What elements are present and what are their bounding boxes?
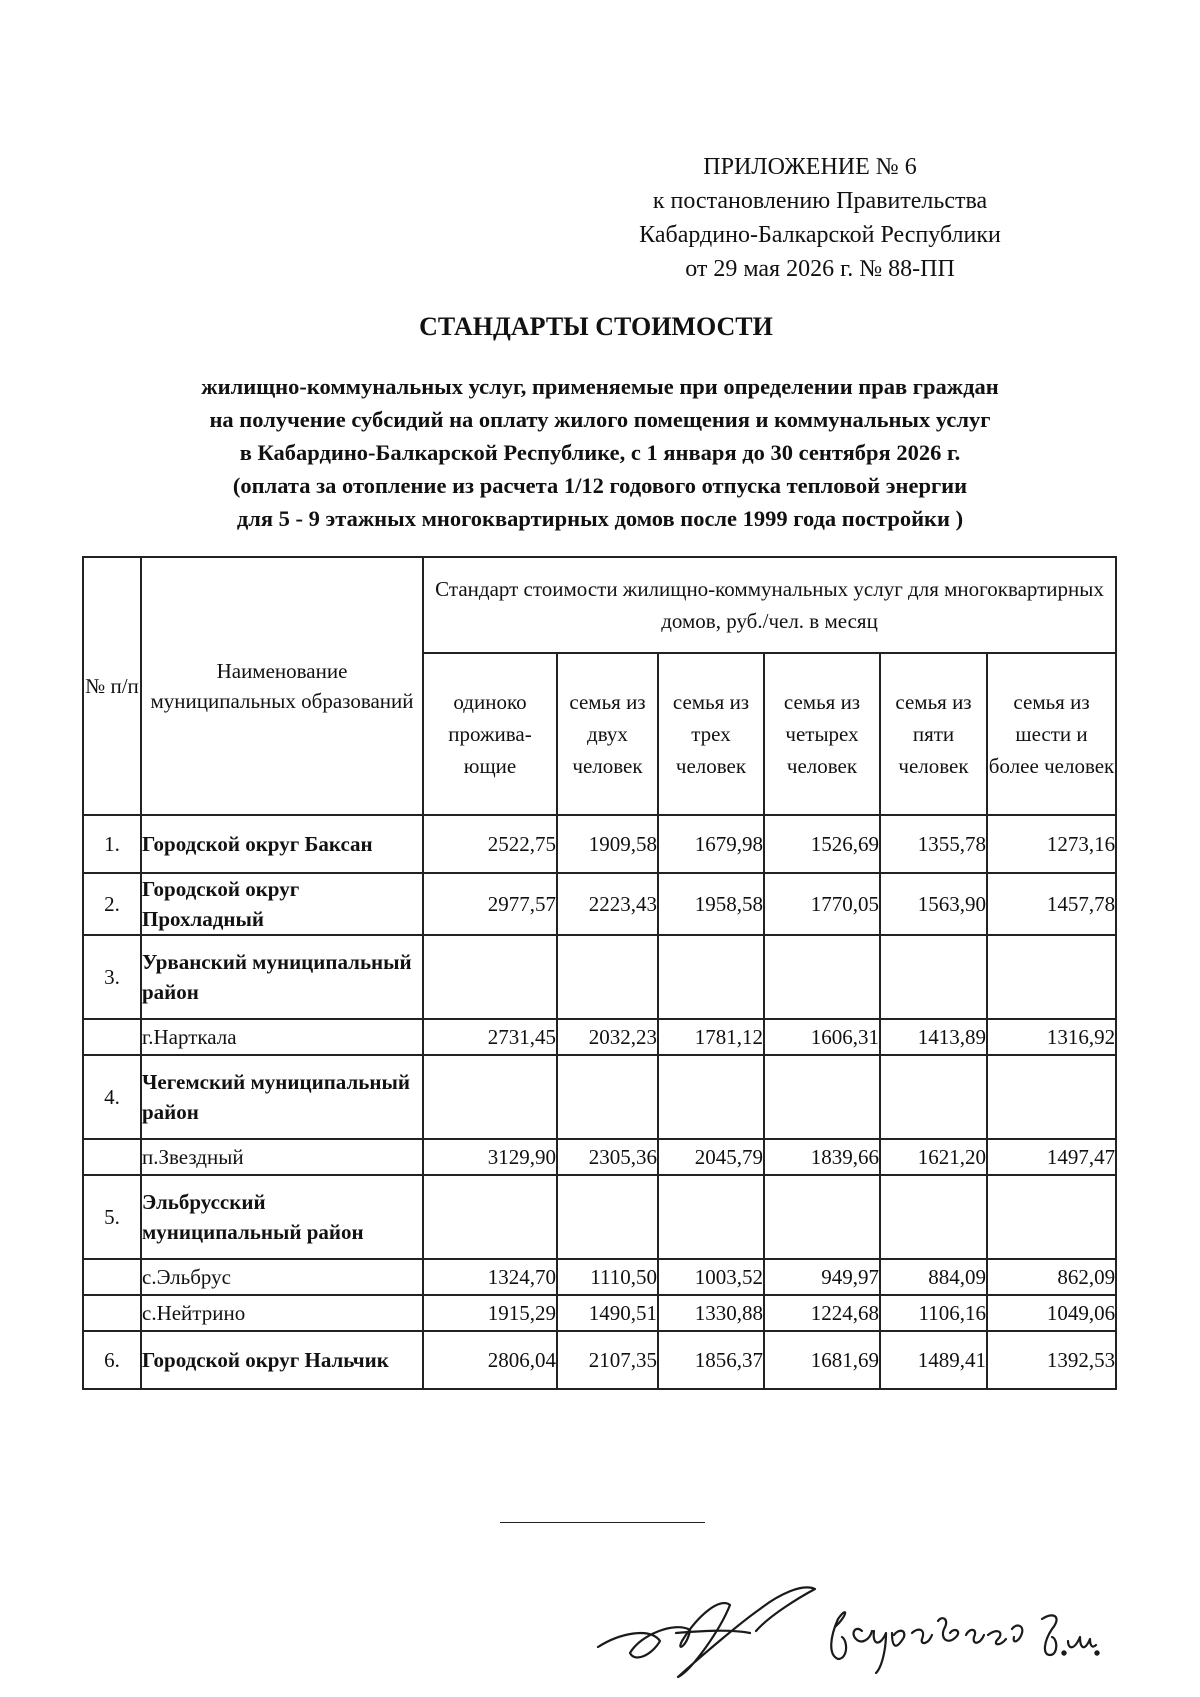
subtitle-line: (оплата за отопление из расчета 1/12 годового отпуска тепловой энергии	[232, 473, 968, 498]
table-row	[83, 1295, 1116, 1331]
row-value-col-1: 3129,90	[423, 1139, 557, 1175]
row-number: 3.	[83, 935, 141, 1019]
row-value-col-6	[987, 935, 1116, 1019]
row-value-col-6: 1273,16	[987, 815, 1116, 873]
row-value-col-4: 1681,69	[764, 1331, 880, 1389]
row-number: 6.	[83, 1331, 141, 1389]
row-number: 1.	[83, 815, 141, 873]
row-number	[83, 1295, 141, 1331]
header-col-two: семья из двух человек	[557, 653, 658, 815]
row-municipality: Городской округ Прохладный	[141, 873, 423, 935]
row-value-col-4	[764, 1055, 880, 1139]
row-value-col-4	[764, 1175, 880, 1259]
row-municipality: с.Эльбрус	[141, 1259, 423, 1295]
appendix-heading: ПРИЛОЖЕНИЕ № 6	[703, 154, 917, 180]
row-municipality: Городской округ Баксан	[141, 815, 423, 873]
row-value-col-1: 2731,45	[423, 1019, 557, 1055]
row-value-col-6: 862,09	[987, 1259, 1116, 1295]
row-value-col-1: 2977,57	[423, 873, 557, 935]
subtitle-line: в Кабардино-Балкарской Республике, с 1 января до 30 сентября 2026 г.	[239, 440, 961, 465]
row-number	[83, 1259, 141, 1295]
table-row	[83, 815, 1116, 873]
row-value-col-3: 1330,88	[658, 1295, 764, 1331]
appendix-line-1: к постановлению Правительства	[652, 188, 988, 214]
appendix-line-2: Кабардино-Балкарской Республики	[639, 222, 1001, 248]
row-value-col-2: 2305,36	[557, 1139, 658, 1175]
header-number: № п/п	[83, 557, 141, 815]
row-value-col-3: 2045,79	[658, 1139, 764, 1175]
header-cost-standard: Стандарт стоимости жилищно-коммунальных услуг для многоквартирных домов, руб./чел. в месяц	[423, 557, 1116, 653]
row-value-col-6: 1049,06	[987, 1295, 1116, 1331]
row-value-col-1: 1915,29	[423, 1295, 557, 1331]
cost-standards-table	[82, 556, 1117, 1390]
table-row	[83, 1331, 1116, 1389]
row-value-col-3: 1003,52	[658, 1259, 764, 1295]
row-value-col-6: 1392,53	[987, 1331, 1116, 1389]
document-subtitle	[120, 370, 1080, 535]
row-number: 2.	[83, 873, 141, 935]
row-value-col-2: 1909,58	[557, 815, 658, 873]
row-value-col-6	[987, 1055, 1116, 1139]
row-value-col-2	[557, 1175, 658, 1259]
row-value-col-3	[658, 1175, 764, 1259]
table-header-row	[83, 557, 1116, 653]
subtitle-line: для 5 - 9 этажных многоквартирных домов после 1999 года постройки )	[236, 506, 964, 531]
table-row	[83, 1139, 1116, 1175]
row-value-col-2: 2223,43	[557, 873, 658, 935]
row-value-col-5	[880, 1055, 987, 1139]
row-value-col-1: 2806,04	[423, 1331, 557, 1389]
row-value-col-2	[557, 1055, 658, 1139]
row-value-col-6: 1497,47	[987, 1139, 1116, 1175]
row-value-col-1	[423, 935, 557, 1019]
header-col-five: семья из пяти человек	[880, 653, 987, 815]
subtitle-line: на получение субсидий на оплату жилого помещения и коммунальных услуг	[209, 407, 991, 432]
row-value-col-3: 1781,12	[658, 1019, 764, 1055]
row-value-col-4: 949,97	[764, 1259, 880, 1295]
appendix-line-3: от 29 мая 2026 г. № 88-ПП	[685, 256, 955, 282]
row-value-col-1	[423, 1055, 557, 1139]
row-number: 5.	[83, 1175, 141, 1259]
row-value-col-5: 1106,16	[880, 1295, 987, 1331]
row-number	[83, 1019, 141, 1055]
row-value-col-5: 1621,20	[880, 1139, 987, 1175]
row-value-col-6: 1457,78	[987, 873, 1116, 935]
header-col-single: одиноко прожива-ющие	[423, 653, 557, 815]
handwritten-signature	[580, 1575, 1100, 1685]
header-municipality: Наименование муниципальных образований	[141, 557, 423, 815]
appendix-header	[590, 150, 1050, 286]
row-value-col-1: 2522,75	[423, 815, 557, 873]
row-value-col-5: 884,09	[880, 1259, 987, 1295]
row-municipality: с.Нейтрино	[141, 1295, 423, 1331]
row-municipality: Городской округ Нальчик	[141, 1331, 423, 1389]
table-row	[83, 1055, 1116, 1139]
header-col-three: семья из трех человек	[658, 653, 764, 815]
table-row	[83, 1175, 1116, 1259]
row-municipality: Чегемский муниципальный район	[141, 1055, 423, 1139]
header-col-six: семья из шести и более человек	[987, 653, 1116, 815]
row-value-col-3: 1856,37	[658, 1331, 764, 1389]
row-value-col-6: 1316,92	[987, 1019, 1116, 1055]
table-row	[83, 873, 1116, 935]
row-municipality: Эльбрусский муниципальный район	[141, 1175, 423, 1259]
document-title: СТАНДАРТЫ СТОИМОСТИ	[419, 312, 773, 341]
row-number	[83, 1139, 141, 1175]
row-value-col-3	[658, 935, 764, 1019]
row-value-col-4: 1839,66	[764, 1139, 880, 1175]
row-value-col-2: 2107,35	[557, 1331, 658, 1389]
signature-divider	[500, 1522, 705, 1523]
row-value-col-4	[764, 935, 880, 1019]
row-value-col-5	[880, 935, 987, 1019]
table-row	[83, 1259, 1116, 1295]
row-value-col-5: 1489,41	[880, 1331, 987, 1389]
row-value-col-1: 1324,70	[423, 1259, 557, 1295]
row-value-col-2	[557, 935, 658, 1019]
row-value-col-5: 1413,89	[880, 1019, 987, 1055]
row-value-col-4: 1606,31	[764, 1019, 880, 1055]
row-value-col-5: 1563,90	[880, 873, 987, 935]
table-row	[83, 935, 1116, 1019]
row-value-col-2: 1110,50	[557, 1259, 658, 1295]
row-value-col-4: 1770,05	[764, 873, 880, 935]
row-value-col-5	[880, 1175, 987, 1259]
row-municipality: г.Нарткала	[141, 1019, 423, 1055]
row-value-col-3: 1679,98	[658, 815, 764, 873]
header-col-four: семья из четырех человек	[764, 653, 880, 815]
row-value-col-3	[658, 1055, 764, 1139]
subtitle-line: жилищно-коммунальных услуг, применяемые при определении прав граждан	[201, 374, 999, 399]
row-value-col-6	[987, 1175, 1116, 1259]
row-value-col-4: 1224,68	[764, 1295, 880, 1331]
row-value-col-2: 1490,51	[557, 1295, 658, 1331]
table-row	[83, 1019, 1116, 1055]
row-value-col-1	[423, 1175, 557, 1259]
row-value-col-3: 1958,58	[658, 873, 764, 935]
row-municipality: Урванский муниципальный район	[141, 935, 423, 1019]
row-value-col-5: 1355,78	[880, 815, 987, 873]
row-municipality: п.Звездный	[141, 1139, 423, 1175]
row-number: 4.	[83, 1055, 141, 1139]
row-value-col-2: 2032,23	[557, 1019, 658, 1055]
row-value-col-4: 1526,69	[764, 815, 880, 873]
